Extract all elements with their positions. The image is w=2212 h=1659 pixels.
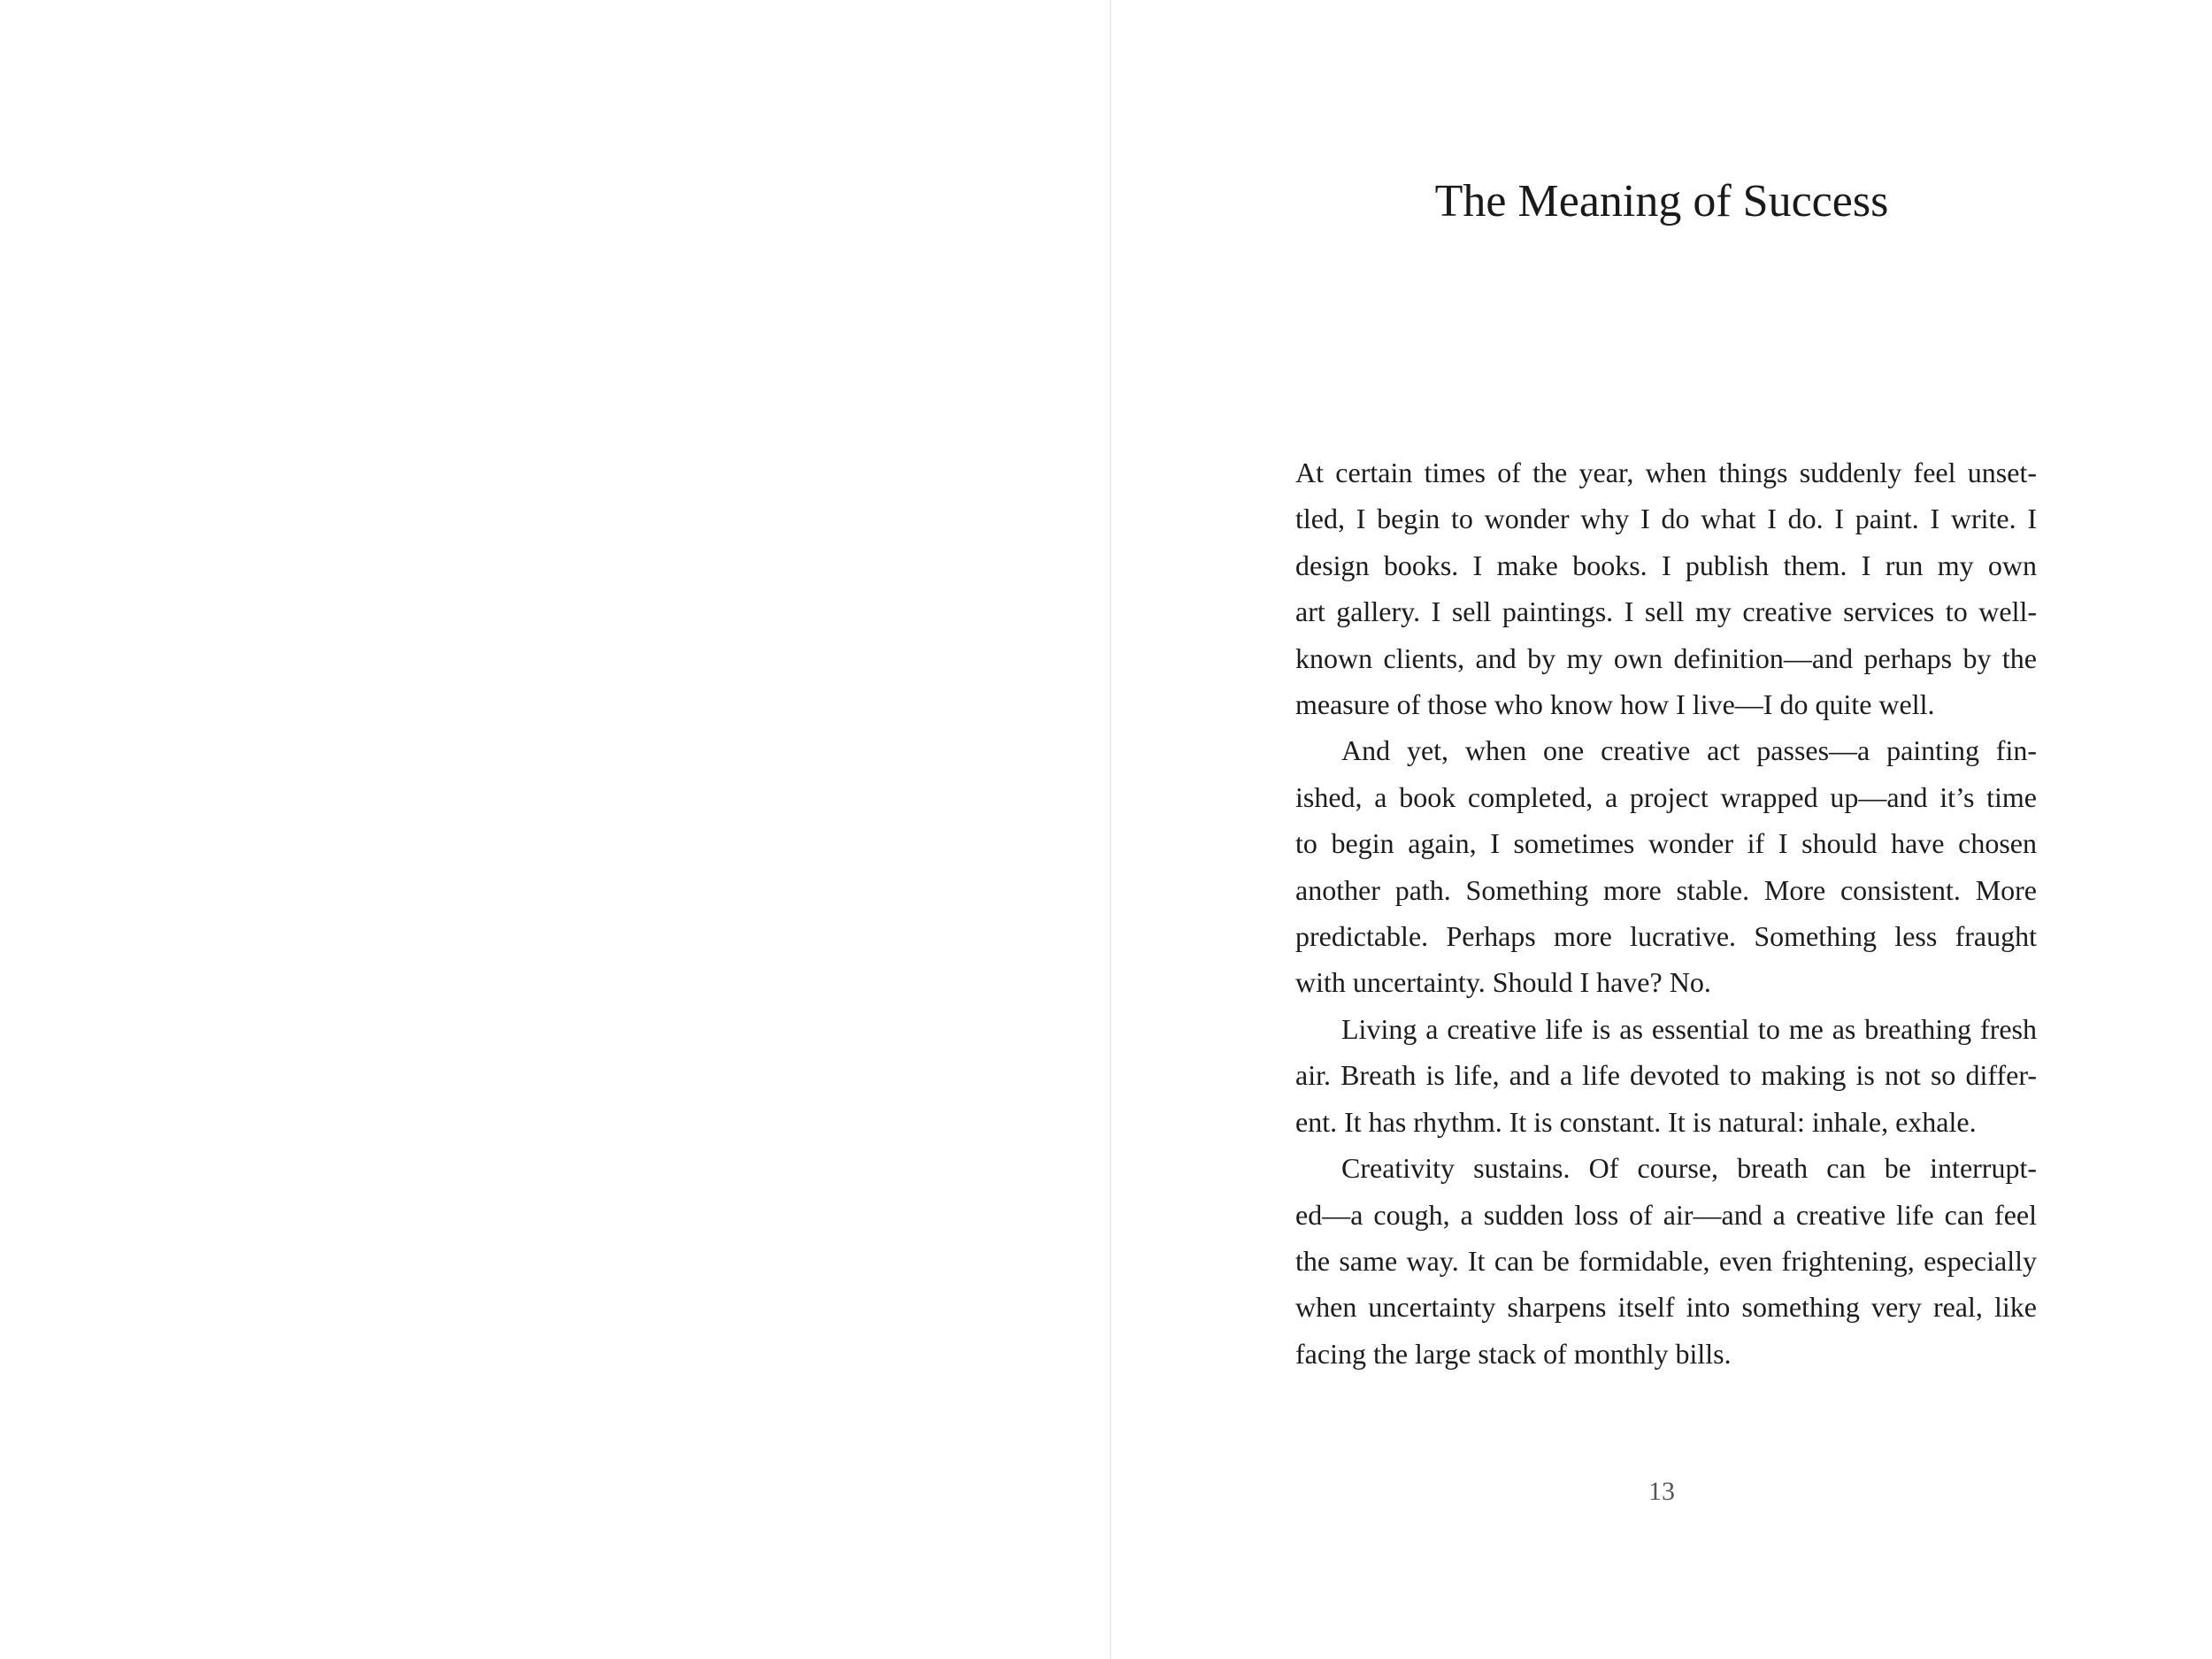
text-line: the same way. It can be formidable, even frightening, especially <box>1295 1244 2037 1277</box>
text-line: At certain times of the year, when things suddenly feel unset- <box>1295 457 2037 488</box>
text-line: air. Breath is life, and a life devoted to making is not so differ- <box>1295 1059 2037 1092</box>
text-line: measure of those who know how I live—I do quite well. <box>1295 688 1935 721</box>
text-line: predictable. Perhaps more lucrative. Something less fraught <box>1295 920 2037 953</box>
text-line: Living a creative life is as essential to me as breathing fresh <box>1341 1012 2037 1045</box>
text-line: art gallery. I sell paintings. I sell my creative services to well- <box>1295 595 2037 628</box>
chapter-title: The Meaning of Success <box>1434 176 1889 227</box>
page-number: 13 <box>1648 1477 1675 1506</box>
text-line: ed—a cough, a sudden loss of air—and a creative life can feel <box>1295 1198 2037 1231</box>
text-line: ished, a book completed, a project wrapped up—and it’s time <box>1295 780 2037 813</box>
text-line: when uncertainty sharpens itself into something very real, like <box>1295 1291 2037 1324</box>
text-line: known clients, and by my own definition—and perhaps by the <box>1295 641 2037 674</box>
paragraph-3 <box>1295 1006 2037 1145</box>
text-line: And yet, when one creative act passes—a painting fin- <box>1341 734 2037 767</box>
paragraph-2 <box>1295 727 2037 1005</box>
text-line: facing the large stack of monthly bills. <box>1295 1337 1732 1370</box>
text-line: with uncertainty. Should I have? No. <box>1295 966 1711 999</box>
text-line: design books. I make books. I publish them. I run my own <box>1295 549 2037 581</box>
right-page <box>1111 0 2212 1659</box>
text-line: another path. Something more stable. More consistent. More <box>1295 873 2037 906</box>
text-line: ent. It has rhythm. It is constant. It is natural: inhale, exhale. <box>1295 1105 1977 1138</box>
body-text <box>1295 449 2037 1377</box>
text-line: tled, I begin to wonder why I do what I do. I paint. I write. I <box>1295 503 2037 535</box>
text-line: to begin again, I sometimes wonder if I should have chosen <box>1295 827 2037 860</box>
paragraph-1 <box>1295 449 2037 727</box>
paragraph-4 <box>1295 1145 2037 1377</box>
text-line: Creativity sustains. Of course, breath can be interrupt- <box>1341 1152 2037 1185</box>
